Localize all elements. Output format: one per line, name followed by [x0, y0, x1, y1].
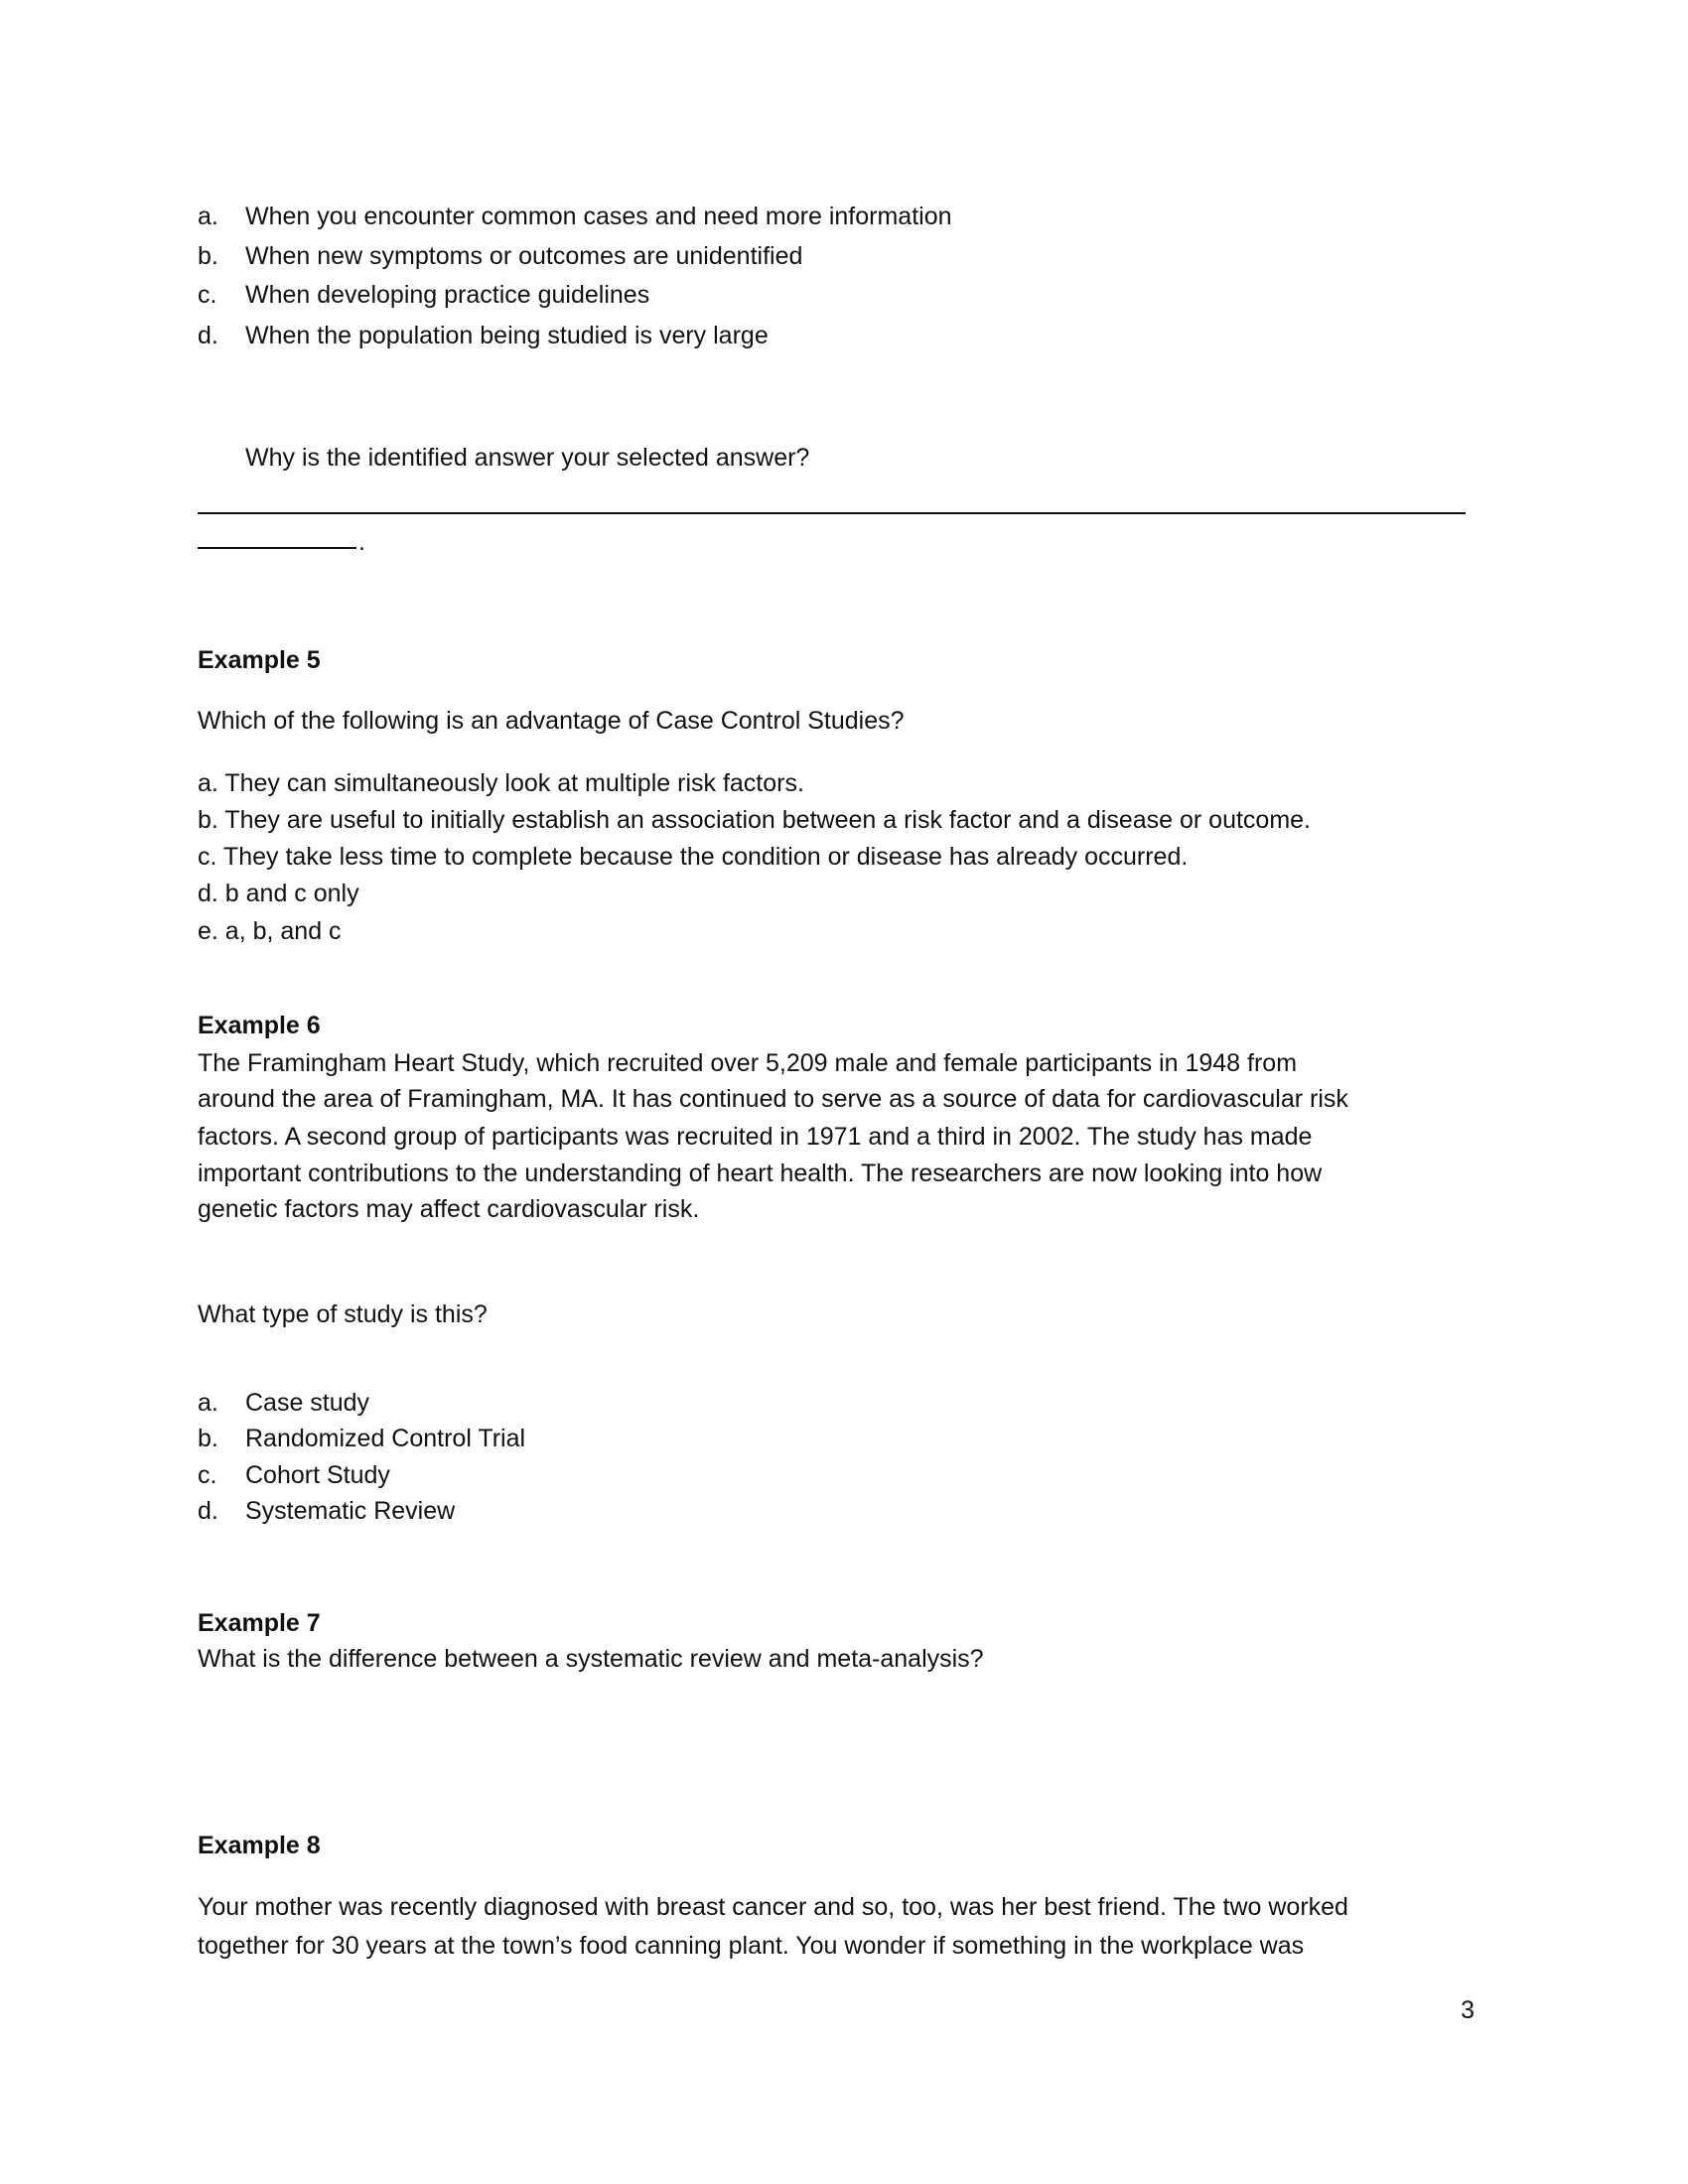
answer-line-short [198, 547, 356, 549]
option-letter: c. [198, 281, 217, 309]
page-number: 3 [1461, 1996, 1475, 2024]
example-8-heading: Example 8 [198, 1832, 321, 1859]
option-letter: a. [198, 203, 218, 230]
example-7-question: What is the difference between a systematic review and meta-analysis? [198, 1645, 984, 1673]
example-6-paragraph-line: factors. A second group of participants was recruited in 1971 and a third in 2002. The study has made [198, 1123, 1313, 1151]
answer-line-end: . [358, 528, 365, 556]
example-6-question: What type of study is this? [198, 1300, 488, 1328]
example-5-option: b. They are useful to initially establish an association between a risk factor and a disease or outcome. [198, 806, 1311, 834]
example-6-heading: Example 6 [198, 1012, 321, 1039]
example-7-heading: Example 7 [198, 1609, 321, 1637]
option-text: Case study [245, 1389, 370, 1417]
option-letter: b. [198, 1425, 218, 1452]
option-letter: b. [198, 242, 218, 270]
option-text: When the population being studied is very large [245, 322, 769, 349]
option-letter: d. [198, 1497, 218, 1525]
option-text: Cohort Study [245, 1461, 390, 1489]
option-letter: a. [198, 1389, 218, 1417]
example-8-paragraph-line: Your mother was recently diagnosed with breast cancer and so, too, was her best friend. The two worked [198, 1893, 1348, 1921]
example-5-heading: Example 5 [198, 646, 321, 674]
option-text: When developing practice guidelines [245, 281, 650, 309]
example-6-paragraph-line: important contributions to the understanding of heart health. The researchers are now looking into how [198, 1160, 1323, 1187]
example-5-option: c. They take less time to complete because the condition or disease has already occurred. [198, 843, 1189, 871]
option-letter: d. [198, 322, 218, 349]
example-5-question: Which of the following is an advantage of Case Control Studies? [198, 707, 905, 735]
example-6-paragraph-line: genetic factors may affect cardiovascular risk. [198, 1195, 700, 1223]
option-text: When you encounter common cases and need more information [245, 203, 952, 230]
example-8-paragraph-line: together for 30 years at the town’s food canning plant. You wonder if something in the workplace was [198, 1932, 1305, 1960]
option-text: Randomized Control Trial [245, 1425, 526, 1452]
why-prompt: Why is the identified answer your selected answer? [245, 444, 810, 472]
example-5-option: e. a, b, and c [198, 917, 342, 945]
example-6-paragraph-line: The Framingham Heart Study, which recruited over 5,209 male and female participants in 1948 from [198, 1049, 1298, 1077]
option-text: When new symptoms or outcomes are unidentified [245, 242, 803, 270]
answer-line [198, 512, 1466, 514]
example-5-option: a. They can simultaneously look at multiple risk factors. [198, 769, 804, 797]
example-5-option: d. b and c only [198, 880, 359, 907]
example-6-paragraph-line: around the area of Framingham, MA. It has continued to serve as a source of data for cardiovascular risk [198, 1085, 1348, 1113]
option-text: Systematic Review [245, 1497, 456, 1525]
option-letter: c. [198, 1461, 217, 1489]
